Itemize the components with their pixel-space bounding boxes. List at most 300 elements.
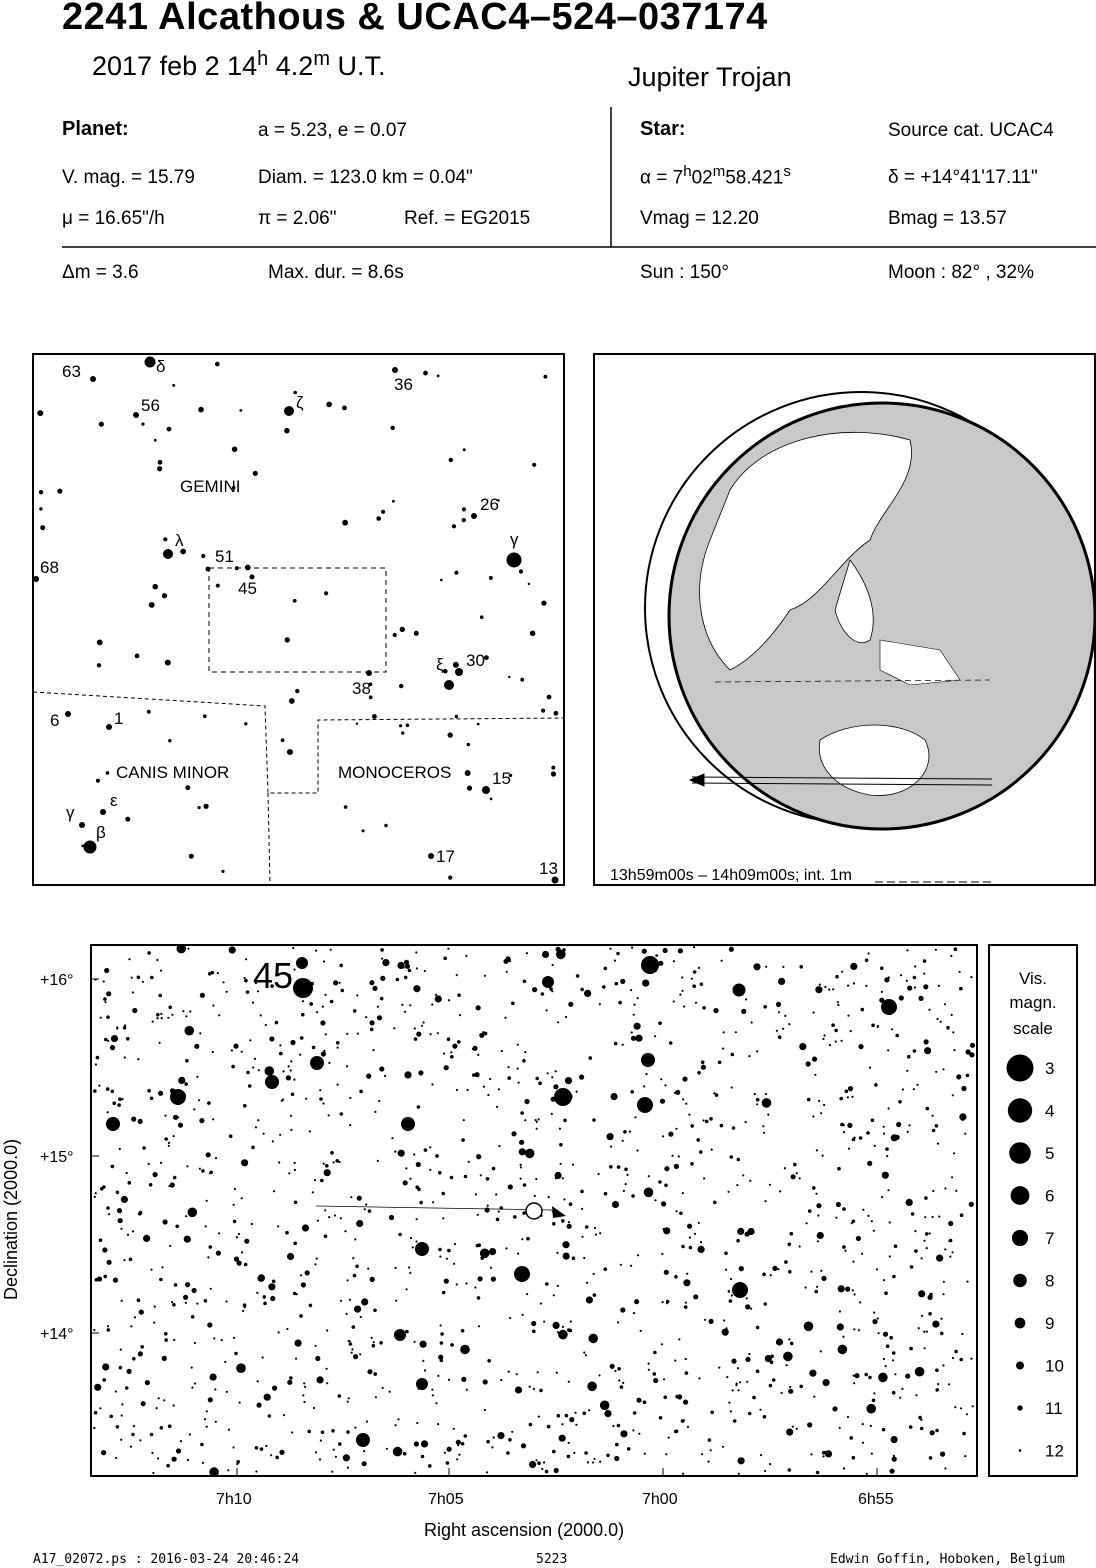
detail-star <box>324 994 326 996</box>
detail-star <box>353 1354 358 1359</box>
detail-star <box>414 1472 416 1474</box>
detail-star <box>561 1219 565 1223</box>
detail-star <box>328 1114 330 1116</box>
detail-star <box>110 1045 115 1050</box>
detail-star <box>410 1237 412 1239</box>
detail-star <box>127 1369 132 1374</box>
detail-star <box>562 1241 569 1248</box>
detail-star <box>877 1317 879 1319</box>
detail-star <box>944 1187 946 1189</box>
planet-diam: Diam. = 123.0 km = 0.04" <box>258 167 473 188</box>
detail-star <box>348 1397 350 1399</box>
detail-star <box>349 1299 351 1301</box>
detail-star <box>461 1442 465 1446</box>
detail-star <box>690 1124 694 1128</box>
detail-star <box>406 1288 408 1290</box>
detail-star <box>918 1290 925 1297</box>
detail-star <box>687 1224 692 1229</box>
detail-star <box>191 1387 193 1389</box>
finder-star <box>203 714 207 718</box>
star-label-26: 26 <box>480 495 499 514</box>
detail-star <box>730 1410 732 1412</box>
detail-star <box>920 1427 924 1431</box>
detail-star <box>685 1358 687 1360</box>
detail-star <box>106 991 111 996</box>
finder-star <box>372 714 377 719</box>
detail-star <box>322 1102 324 1104</box>
detail-star <box>151 1452 153 1454</box>
detail-star <box>344 1230 346 1232</box>
detail-star <box>529 1423 533 1427</box>
detail-star <box>483 1379 488 1384</box>
detail-star <box>748 1228 755 1235</box>
detail-star <box>629 1131 631 1133</box>
detail-star <box>671 1155 673 1157</box>
detail-star <box>380 948 384 952</box>
detail-star <box>693 1294 698 1299</box>
detail-star <box>251 1146 255 1150</box>
detail-star <box>906 1070 908 1072</box>
footer-number: 5223 <box>536 1552 568 1567</box>
detail-star <box>732 1282 748 1298</box>
detail-star <box>254 1058 256 1060</box>
finder-star <box>449 458 453 462</box>
detail-star <box>769 1384 773 1388</box>
detail-star <box>464 1175 468 1179</box>
detail-star <box>751 1021 753 1023</box>
detail-star <box>834 1029 838 1033</box>
detail-star <box>900 974 902 976</box>
detail-star <box>535 1077 539 1081</box>
finder-star <box>480 615 484 619</box>
detail-star <box>892 1359 894 1361</box>
detail-star <box>790 1232 794 1236</box>
detail-star <box>557 1331 559 1333</box>
detail-star <box>107 1111 109 1113</box>
detail-star <box>519 1148 526 1155</box>
finder-star <box>285 637 290 642</box>
detail-star <box>248 1084 252 1088</box>
alpha-prefix: α = 7 <box>640 167 684 189</box>
detail-star <box>356 1220 363 1227</box>
detail-star <box>333 980 338 985</box>
detail-star <box>817 1214 819 1216</box>
finder-star <box>157 466 162 471</box>
detail-star <box>906 949 908 951</box>
detail-star <box>959 971 961 973</box>
detail-star <box>553 1294 555 1296</box>
detail-star <box>894 1373 896 1375</box>
detail-star <box>359 1090 363 1094</box>
detail-star <box>556 1092 558 1094</box>
detail-star <box>538 1081 542 1085</box>
detail-star <box>401 1117 415 1131</box>
detail-star <box>414 1037 418 1041</box>
detail-star <box>928 1312 932 1316</box>
detail-star <box>788 1338 790 1340</box>
detail-star <box>279 1052 283 1056</box>
detail-star <box>524 1051 526 1053</box>
detail-star <box>293 968 295 970</box>
detail-star <box>231 1065 235 1069</box>
detail-star <box>700 982 704 986</box>
detail-star <box>563 1119 567 1123</box>
detail-star <box>587 1461 589 1463</box>
detail-star <box>736 1383 738 1385</box>
finder-star <box>201 554 205 558</box>
detail-star <box>862 1423 864 1425</box>
detail-star <box>681 1245 685 1249</box>
finder-star <box>414 631 419 636</box>
alpha-seconds: 58.421 <box>725 167 784 189</box>
detail-star <box>319 1097 323 1101</box>
detail-star <box>120 1228 122 1230</box>
detail-star <box>164 1332 168 1336</box>
detail-star <box>820 1350 822 1352</box>
detail-star <box>486 1177 490 1181</box>
detail-star <box>879 998 884 1003</box>
detail-star <box>397 962 404 969</box>
detail-star <box>915 1367 925 1377</box>
detail-star <box>661 1253 663 1255</box>
detail-star <box>584 990 591 997</box>
detail-star <box>397 1418 399 1420</box>
detail-star <box>660 1099 665 1104</box>
detail-star <box>852 1456 856 1460</box>
detail-star <box>756 1326 760 1330</box>
detail-star <box>438 1171 442 1175</box>
detail-star <box>370 1277 375 1282</box>
detail-star <box>118 1097 122 1101</box>
detail-star <box>432 1201 434 1203</box>
detail-star <box>529 1461 536 1468</box>
finder-star <box>295 689 299 693</box>
detail-star <box>662 1301 664 1303</box>
detail-star <box>876 1268 878 1270</box>
detail-star <box>115 1457 117 1459</box>
detail-star <box>878 1332 880 1334</box>
moon-info: Moon : 82° , 32% <box>888 262 1034 283</box>
detail-star <box>160 1426 164 1430</box>
detail-star <box>799 1245 801 1247</box>
detail-star <box>106 1117 120 1131</box>
detail-star <box>120 1349 122 1351</box>
detail-star <box>845 1287 850 1292</box>
detail-star <box>185 1015 187 1017</box>
detail-star <box>508 1438 512 1442</box>
detail-star <box>690 1162 694 1166</box>
detail-star <box>663 1396 667 1400</box>
detail-star <box>648 1175 650 1177</box>
detail-star <box>731 1359 736 1364</box>
detail-star <box>491 1446 493 1448</box>
detail-star <box>835 975 839 979</box>
detail-star <box>565 1077 572 1084</box>
detail-star <box>278 1161 280 1163</box>
detail-star <box>372 1344 376 1348</box>
detail-star <box>440 1341 444 1345</box>
detail-star <box>147 1089 151 1093</box>
detail-star <box>854 1373 859 1378</box>
detail-star <box>424 970 426 972</box>
detail-star <box>168 1424 172 1428</box>
detail-star <box>206 1200 208 1202</box>
detail-star <box>320 1064 322 1066</box>
detail-star <box>966 1049 971 1054</box>
detail-star <box>265 1075 279 1089</box>
legend-magnitude-label: 3 <box>1045 1059 1055 1078</box>
detail-star <box>352 1257 354 1259</box>
constellation-gemini: GEMINI <box>180 477 241 496</box>
detail-star <box>508 1371 510 1373</box>
detail-star <box>574 1412 576 1414</box>
detail-star <box>265 1445 267 1447</box>
detail-star <box>456 974 458 976</box>
finder-star <box>147 710 151 714</box>
detail-star <box>340 1300 342 1302</box>
detail-star <box>937 1383 939 1385</box>
detail-star <box>614 1042 618 1046</box>
detail-star <box>117 1103 121 1107</box>
detail-star <box>614 1456 619 1461</box>
detail-star <box>728 1290 730 1292</box>
detail-star <box>216 1251 221 1256</box>
detail-star <box>970 1043 975 1048</box>
detail-star <box>837 1167 841 1171</box>
detail-star <box>328 1062 330 1064</box>
footer-file: A17_02072.ps : 2016-03-24 20:46:24 <box>33 1552 300 1567</box>
detail-star <box>816 1149 818 1151</box>
detail-star <box>703 1119 705 1121</box>
detail-star <box>333 1449 335 1451</box>
star-bmag: Bmag = 13.57 <box>888 208 1007 229</box>
detail-star <box>236 1236 238 1238</box>
legend-title-line-1: Vis. <box>1018 969 1048 988</box>
detail-star <box>907 1055 911 1059</box>
detail-star <box>382 1387 384 1389</box>
detail-star <box>417 1105 421 1109</box>
finder-star <box>342 520 348 526</box>
detail-star <box>810 1453 812 1455</box>
detail-star <box>251 1223 253 1225</box>
star-label-45: 45 <box>238 579 257 598</box>
detail-star <box>815 986 822 993</box>
detail-star <box>255 1470 257 1472</box>
detail-star <box>119 1148 121 1150</box>
detail-star <box>477 1214 479 1216</box>
detail-star <box>542 951 549 958</box>
detail-star <box>185 1302 187 1304</box>
detail-star <box>296 1293 298 1295</box>
detail-star <box>622 1382 624 1384</box>
detail-star <box>526 952 528 954</box>
detail-star <box>420 1341 427 1348</box>
detail-star <box>552 1450 556 1454</box>
detail-star <box>729 1155 733 1159</box>
detail-star <box>412 1246 414 1248</box>
detail-star <box>940 1318 942 1320</box>
detail-star <box>663 1378 665 1380</box>
detail-star <box>724 1252 728 1256</box>
finder-star <box>454 571 458 575</box>
detail-star <box>606 1454 610 1458</box>
detail-star <box>592 1118 596 1122</box>
finder-star <box>326 402 332 408</box>
detail-star <box>741 1009 746 1014</box>
detail-star <box>936 1018 938 1020</box>
detail-star <box>634 1116 636 1118</box>
detail-star <box>553 1084 558 1089</box>
detail-star <box>604 1192 608 1196</box>
detail-star <box>861 1253 863 1255</box>
detail-star <box>952 1357 954 1359</box>
finder-star <box>452 524 456 528</box>
detail-star <box>745 1304 750 1309</box>
detail-star <box>340 1112 344 1116</box>
detail-star <box>853 1382 855 1384</box>
detail-star <box>320 1179 324 1183</box>
finder-star <box>133 412 139 418</box>
detail-star <box>124 1056 126 1058</box>
detail-star <box>850 963 857 970</box>
detail-star <box>778 1035 782 1039</box>
detail-star <box>212 1051 214 1053</box>
detail-star <box>872 1399 876 1403</box>
detail-star <box>489 1248 496 1255</box>
detail-star <box>624 1168 628 1172</box>
detail-star <box>331 1429 335 1433</box>
detail-star <box>182 1093 186 1097</box>
detail-star <box>620 1307 625 1312</box>
detail-star <box>551 1076 553 1078</box>
detail-star <box>347 1279 349 1281</box>
detail-star <box>414 1441 419 1446</box>
detail-star <box>372 1049 374 1051</box>
detail-star <box>832 988 834 990</box>
detail-star <box>102 1247 107 1252</box>
detail-star <box>459 1014 461 1016</box>
detail-star <box>180 1440 182 1442</box>
detail-star <box>816 1471 820 1475</box>
detail-star <box>944 1248 946 1250</box>
detail-star <box>563 1198 565 1200</box>
detail-star <box>116 1026 118 1028</box>
detail-star <box>312 1046 316 1050</box>
detail-star <box>123 1259 125 1261</box>
legend-title-line-3: scale <box>1013 1019 1053 1038</box>
detail-star <box>674 1164 679 1169</box>
detail-star <box>369 980 374 985</box>
detail-star <box>302 1000 304 1002</box>
detail-star <box>356 994 358 996</box>
detail-star <box>736 1184 738 1186</box>
detail-star <box>365 1203 367 1205</box>
finder-star <box>401 731 404 734</box>
detail-star <box>222 981 224 983</box>
detail-star <box>807 1098 811 1102</box>
detail-star <box>476 1244 480 1248</box>
detail-star <box>437 1032 439 1034</box>
detail-star <box>206 1152 211 1157</box>
detail-star <box>610 1364 615 1369</box>
detail-star <box>948 1221 953 1226</box>
detail-star <box>285 1231 289 1235</box>
detail-star <box>557 1021 559 1023</box>
detail-star <box>138 1119 143 1124</box>
detail-star <box>588 1409 590 1411</box>
detail-star <box>732 1126 736 1130</box>
detail-star <box>881 991 883 993</box>
detail-star <box>837 1004 839 1006</box>
detail-star <box>523 980 527 984</box>
detail-star <box>277 1225 279 1227</box>
detail-star <box>476 1007 478 1009</box>
detail-star <box>94 1384 101 1391</box>
detail-star <box>93 1427 95 1429</box>
detail-star <box>612 1425 614 1427</box>
detail-star <box>485 1207 490 1212</box>
detail-star <box>218 1232 220 1234</box>
x-tick-7h05: 7h05 <box>428 1491 464 1508</box>
detail-star <box>315 1356 320 1361</box>
detail-star <box>580 1190 584 1194</box>
detail-star <box>847 1096 849 1098</box>
detail-star <box>568 1002 573 1007</box>
finder-star <box>106 771 110 775</box>
detail-star <box>337 1084 339 1086</box>
detail-star <box>674 1360 676 1362</box>
detail-star <box>631 947 633 949</box>
detail-star <box>361 1298 368 1305</box>
detail-star <box>908 1124 910 1126</box>
finder-star <box>482 786 490 794</box>
detail-star <box>508 1184 513 1189</box>
finder-star <box>392 500 395 503</box>
detail-star <box>447 1249 451 1253</box>
detail-star <box>949 1256 951 1258</box>
detail-star <box>923 984 928 989</box>
detail-star <box>525 1149 535 1159</box>
detail-star <box>622 1140 624 1142</box>
detail-star <box>767 1114 769 1116</box>
detail-star <box>131 1117 136 1122</box>
detail-star <box>636 1149 638 1151</box>
detail-star <box>871 1024 875 1028</box>
legend-magnitude-dot <box>1019 1449 1022 1452</box>
detail-star <box>208 972 212 976</box>
detail-star <box>567 1455 571 1459</box>
detail-star <box>913 976 917 980</box>
detail-star <box>709 1319 714 1324</box>
legend-magnitude-label: 9 <box>1045 1314 1055 1333</box>
detail-star <box>686 1273 688 1275</box>
detail-star <box>349 1342 353 1346</box>
detail-star <box>472 1048 474 1050</box>
detail-star <box>943 1281 945 1283</box>
finder-star <box>508 676 510 678</box>
detail-star <box>517 1068 519 1070</box>
detail-star <box>760 1454 762 1456</box>
detail-star <box>191 1367 193 1369</box>
detail-star <box>871 1118 875 1122</box>
detail-star <box>854 1293 856 1295</box>
detail-star <box>526 1293 528 1295</box>
detail-star <box>463 1119 465 1121</box>
detail-star <box>883 1358 885 1360</box>
detail-star <box>103 980 105 982</box>
detail-star <box>762 1098 772 1108</box>
detail-star <box>935 1071 937 1073</box>
